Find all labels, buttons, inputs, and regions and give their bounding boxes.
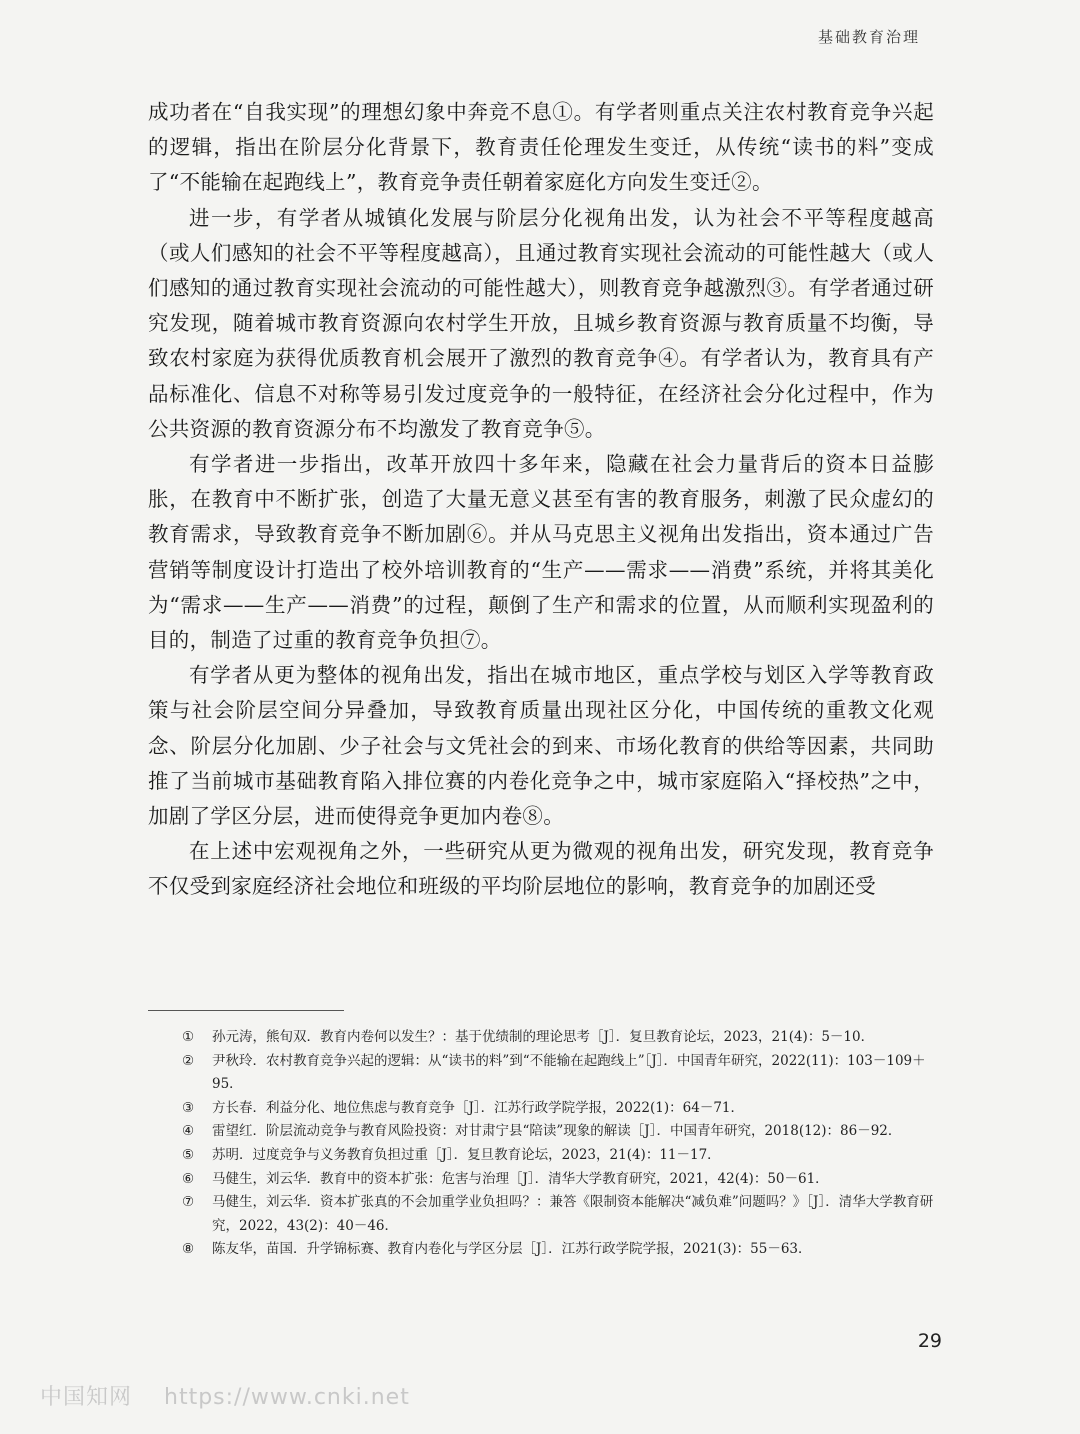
footnote bbox=[148, 1097, 940, 1121]
footnote-text: 孙元涛，熊旬双．教育内卷何以发生？：基于优绩制的理论思考［J］．复旦教育论坛，2023，21(4)：5－10． bbox=[212, 1029, 875, 1045]
footnote bbox=[148, 1050, 940, 1097]
footnotes bbox=[148, 1026, 940, 1262]
footnote-mark: ⑤ bbox=[181, 1146, 195, 1163]
page-number: 29 bbox=[917, 1330, 942, 1352]
footnote bbox=[148, 1120, 940, 1144]
footnote-divider bbox=[148, 1010, 344, 1011]
footnote bbox=[148, 1144, 940, 1168]
paragraph: 成功者在“自我实现”的理想幻象中奔竞不息①。有学者则重点关注农村教育竞争兴起的逻辑，指出在阶层分化背景下，教育责任伦理发生变迁，从传统“读书的料”变成了“不能输在起跑线上”，教育竞争责任朝着家庭化方向发生变迁②。 bbox=[148, 100, 934, 195]
footnote bbox=[148, 1191, 940, 1238]
footnote bbox=[148, 1238, 940, 1262]
body-text bbox=[148, 95, 934, 905]
footnote-text: 陈友华，苗国．升学锦标赛、教育内卷化与学区分层［J］．江苏行政学院学报，2021(3)：55－63． bbox=[212, 1241, 812, 1258]
footnote bbox=[148, 1168, 940, 1192]
footnote-text: 尹秋玲．农村教育竞争兴起的逻辑：从“读书的料”到“不能输在起跑线上”［J］．中国青年研究，2022(11)：103－109＋95． bbox=[212, 1052, 926, 1093]
paragraph: 有学者从更为整体的视角出发，指出在城市地区，重点学校与划区入学等教育政策与社会阶层空间分异叠加，导致教育质量出现社区分化，中国传统的重教文化观念、阶层分化加剧、少子社会与文凭社会的到来、市场化教育的供给等因素，共同助推了当前城市基础教育陷入排位赛的内卷化竞争之中，城市家庭陷入“择校热”之中，加剧了学区分层，进而使得竞争更加内卷⑧。 bbox=[148, 663, 934, 829]
footnote-text: 马健生，刘云华．教育中的资本扩张：危害与治理［J］．清华大学教育研究，2021，42(4)：50－61． bbox=[212, 1170, 829, 1187]
watermark-brand: 中国知网 bbox=[40, 1385, 133, 1410]
footnote-text: 雷望红．阶层流动竞争与教育风险投资：对甘肃宁县“陪读”现象的解读［J］．中国青年研究，2018(12)：86－92． bbox=[212, 1123, 902, 1140]
paragraph: 进一步，有学者从城镇化发展与阶层分化视角出发，认为社会不平等程度越高（或人们感知的社会不平等程度越高），且通过教育实现社会流动的可能性越大（或人们感知的通过教育实现社会流动的可能性越大），则教育竞争越激烈③。有学者通过研究发现，随着城市教育资源向农村学生开放，且城乡教育资源与教育质量不均衡，导致农村家庭为获得优质教育机会展开了激烈的教育竞争④。有学者认为，教育具有产品标准化、信息不对称等易引发过度竞争的一般特征，在经济社会分化过程中，作为公共资源的教育资源分布不均激发了教育竞争⑤。 bbox=[148, 205, 934, 441]
watermark-url: https://www.cnki.net bbox=[164, 1385, 410, 1410]
footnote-text: 马健生，刘云华．资本扩张真的不会加重学业负担吗？：兼答《限制资本能解决“减负难”问题吗？》［J］．清华大学教育研究，2022，43(2)：40－46． bbox=[212, 1194, 934, 1234]
footnote-mark: ④ bbox=[181, 1123, 195, 1140]
running-head: 基础教育治理 bbox=[817, 28, 920, 46]
paragraph: 在上述中宏观视角之外，一些研究从更为微观的视角出发，研究发现，教育竞争不仅受到家庭经济社会地位和班级的平均阶层地位的影响，教育竞争的加剧还受 bbox=[148, 839, 934, 899]
paragraph: 有学者进一步指出，改革开放四十多年来，隐藏在社会力量背后的资本日益膨胀，在教育中不断扩张，创造了大量无意义甚至有害的教育服务，刺激了民众虚幻的教育需求，导致教育竞争不断加剧⑥。并从马克思主义视角出发指出，资本通过广告营销等制度设计打造出了校外培训教育的“生产——需求——消费”系统，并将其美化为“需求——生产——消费”的过程，颠倒了生产和需求的位置，从而顺利实现盈利的目的，制造了过重的教育竞争负担⑦。 bbox=[148, 452, 934, 653]
footnote-mark: ⑦ bbox=[181, 1194, 195, 1211]
footnote bbox=[148, 1026, 940, 1050]
footnote-text: 方长春．利益分化、地位焦虑与教育竞争［J］．江苏行政学院学报，2022(1)：64－71． bbox=[212, 1099, 744, 1116]
footnote-text: 苏明．过度竞争与义务教育负担过重［J］．复旦教育论坛，2023，21(4)：11－17． bbox=[212, 1146, 721, 1163]
footnote-mark: ② bbox=[181, 1052, 195, 1069]
footnote-mark: ③ bbox=[181, 1099, 195, 1116]
footnote-mark: ① bbox=[181, 1029, 195, 1045]
footnote-mark: ⑥ bbox=[181, 1170, 195, 1187]
watermark bbox=[40, 1380, 410, 1411]
footnote-mark: ⑧ bbox=[181, 1241, 195, 1258]
